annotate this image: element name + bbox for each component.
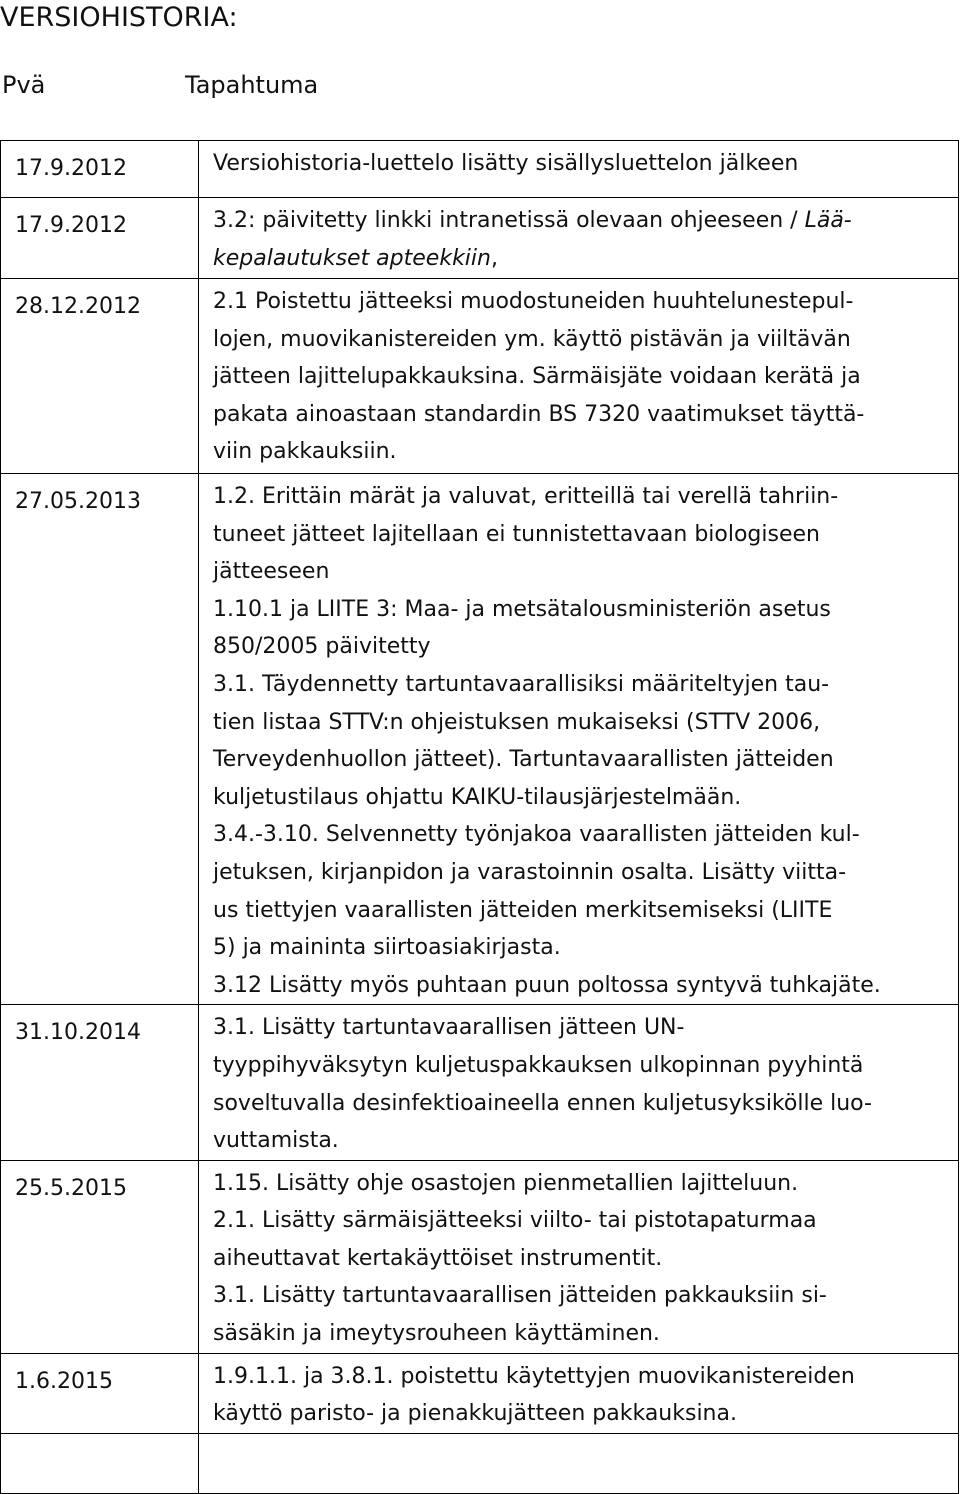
column-header-date: Pvä <box>2 71 46 99</box>
table-row <box>1 1433 959 1493</box>
event-line: jätteen lajittelupakkauksina. Särmäisjäte voidaan kerätä ja <box>213 364 861 390</box>
document-title: VERSIOHISTORIA: <box>0 2 238 33</box>
event-line <box>213 202 948 240</box>
event-line: Terveydenhuollon jätteet). Tartuntavaarallisten jätteiden <box>213 747 834 773</box>
event-line: aiheuttavat kertakäyttöiset instrumentit. <box>213 1245 663 1271</box>
row-event <box>199 1005 959 1160</box>
row-date: 17.9.2012 <box>1 141 199 198</box>
event-line: 1.2. Erittäin märät ja valuvat, eritteillä tai verellä tahriin- <box>213 484 839 509</box>
event-line: 3.1. Lisätty tartuntavaarallisen jätteiden pakkauksiin si- <box>213 1283 827 1309</box>
row-date: 31.10.2014 <box>1 1005 199 1160</box>
event-line: lojen, muovikanistereiden ym. käyttö pistävän ja viiltävän <box>213 326 851 352</box>
event-line: tien listaa STTV:n ohjeistuksen mukaiseksi (STTV 2006, <box>213 709 821 735</box>
event-line: 2.1. Lisätty särmäisjätteeksi viilto- tai pistotapaturmaa <box>213 1208 817 1234</box>
table-row <box>1 1353 959 1433</box>
event-line: 1.10.1 ja LIITE 3: Maa- ja metsätalousministeriön asetus <box>213 596 831 622</box>
event-line: viin pakkauksiin. <box>213 439 397 465</box>
event-line: tuneet jätteet lajitellaan ei tunnistettavaan biologiseen <box>213 521 820 547</box>
row-date: 1.6.2015 <box>1 1353 199 1433</box>
event-line: Versiohistoria-luettelo lisätty sisällysluettelon jälkeen <box>213 151 799 176</box>
event-line: 3.12 Lisätty myös puhtaan puun poltossa syntyvä tuhkajäte. <box>213 972 881 998</box>
row-event <box>199 141 959 198</box>
row-date: 28.12.2012 <box>1 279 199 474</box>
event-line: käyttö paristo- ja pienakkujätteen pakkauksina. <box>213 1401 737 1427</box>
event-line: us tiettyjen vaarallisten jätteiden merkitsemiseksi (LIITE <box>213 897 833 923</box>
event-line: 850/2005 päivitetty <box>213 634 431 660</box>
event-line: kepalautukset apteekkiin, <box>213 245 498 271</box>
table-row <box>1 198 959 279</box>
event-line: 3.1. Täydennetty tartuntavaarallisiksi määriteltyjen tau- <box>213 671 830 697</box>
event-text: 3.2: päivitetty linkki intranetissä olevaan ohjeeseen / <box>213 208 805 233</box>
row-event <box>199 1160 959 1353</box>
table-row <box>1 279 959 474</box>
table-row <box>1 474 959 1005</box>
event-line: 1.15. Lisätty ohje osastojen pienmetallien lajitteluun. <box>213 1170 799 1196</box>
row-date <box>1 1433 199 1493</box>
table-row <box>1 1005 959 1160</box>
table-row <box>1 141 959 198</box>
event-line: 1.9.1.1. ja 3.8.1. poistettu käytettyjen muovikanistereiden <box>213 1363 855 1389</box>
event-line: jätteeseen <box>213 559 330 585</box>
event-line: jetuksen, kirjanpidon ja varastoinnin osalta. Lisätty viitta- <box>213 859 847 885</box>
row-event <box>199 1433 959 1493</box>
italic-link-text: kepalautukset apteekkiin <box>213 245 491 271</box>
event-line: 3.4.-3.10. Selvennetty työnjakoa vaarallisten jätteiden kul- <box>213 822 860 848</box>
event-line: 5) ja maininta siirtoasiakirjasta. <box>213 935 561 961</box>
event-line: 2.1 Poistettu jätteeksi muodostuneiden huuhtelunestepul- <box>213 289 854 314</box>
event-line: pakata ainoastaan standardin BS 7320 vaatimukset täyttä- <box>213 401 865 427</box>
version-history-table <box>0 140 959 1494</box>
italic-link-text: Lää- <box>804 208 852 233</box>
column-header-event: Tapahtuma <box>185 71 319 99</box>
row-date: 17.9.2012 <box>1 198 199 279</box>
row-event <box>199 198 959 279</box>
row-event <box>199 1353 959 1433</box>
row-event <box>199 474 959 1005</box>
row-event <box>199 279 959 474</box>
event-line: 3.1. Lisätty tartuntavaarallisen jätteen UN- <box>213 1015 685 1041</box>
row-date: 25.5.2015 <box>1 1160 199 1353</box>
event-line: vuttamista. <box>213 1128 339 1154</box>
event-line: säsäkin ja imeytysrouheen käyttäminen. <box>213 1321 660 1347</box>
event-line: tyyppihyväksytyn kuljetuspakkauksen ulkopinnan pyyhintä <box>213 1052 864 1078</box>
event-line: kuljetustilaus ohjattu KAIKU-tilausjärjestelmään. <box>213 784 742 810</box>
row-date: 27.05.2013 <box>1 474 199 1005</box>
table-row <box>1 1160 959 1353</box>
event-line: soveltuvalla desinfektioaineella ennen kuljetusyksikölle luo- <box>213 1090 872 1116</box>
